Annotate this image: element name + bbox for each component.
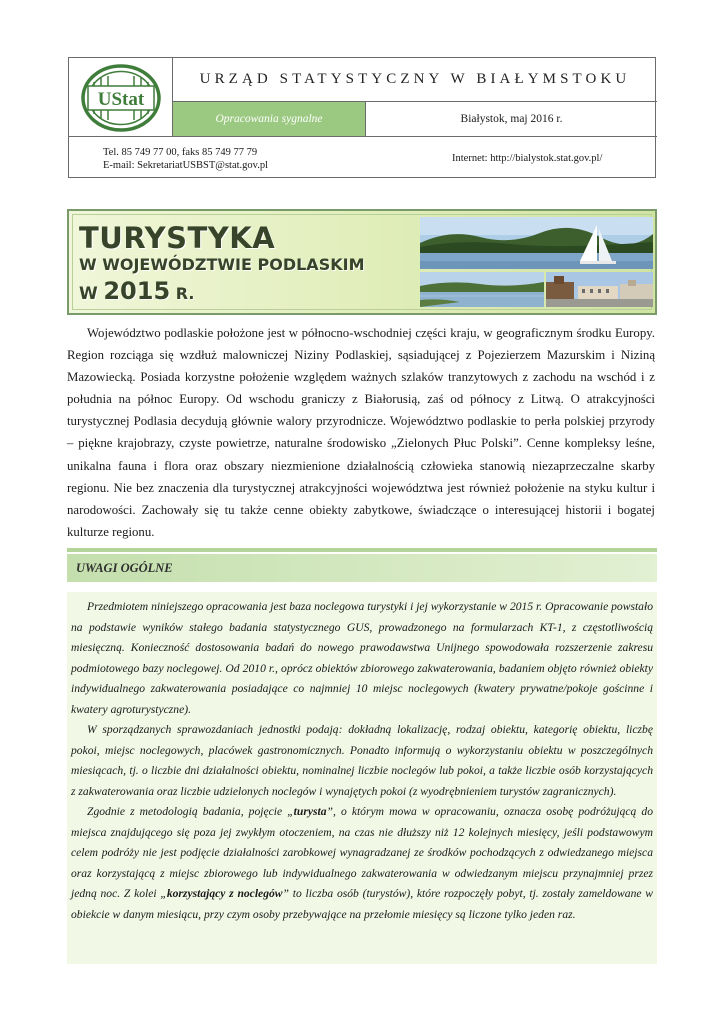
- river-photo: [420, 272, 544, 307]
- notes-paragraph-3: [71, 802, 653, 925]
- banner-year-line: [79, 277, 194, 305]
- p3-text-a: Zgodnie z metodologią badania, pojęcie „: [87, 805, 294, 818]
- publication-date: Białystok, maj 2016 r.: [366, 102, 657, 137]
- series-label: Opracowania sygnalne: [173, 102, 366, 137]
- contact-info: [103, 146, 268, 172]
- section-header: [67, 548, 657, 582]
- svg-text:UStat: UStat: [97, 89, 145, 110]
- lake-sailboat-photo: [420, 217, 653, 269]
- logo-cell: [69, 58, 173, 137]
- p3-text-b: ”, o którym mowa w opracowaniu, oznacza osobę podróżującą do miejsca znajdującego się poza jej zwykłym otoczeniem, na czas nie dłuższy niż 12 kolejnych miesięcy, jeśli podstawowym celem podróży nie jest podjęcie działalności zarobkowej wynagradzanej ze środków pochodzących z odwiedzanego miejsca oraz korzystającą z miejsc zbiorowego lub indywidualnego zakwaterowania w odwiedzanym miejscu przynajmniej przez jedną noc. Z kolei „: [71, 805, 653, 900]
- email-link[interactable]: E-mail: SekretariatUSBST@stat.gov.pl: [103, 160, 269, 171]
- p3-text-c: ” to liczba osób (turystów), które rozpoczęły pobyt, tj. zostały zameldowane w obiekcie w danym miesiącu, przy czym osoby przebywające na przełomie miesięcy są liczone tylko jeden raz.: [71, 887, 653, 921]
- phone-fax: Tel. 85 749 77 00, faks 85 749 77 79: [103, 147, 258, 158]
- town-square-photo: [546, 272, 653, 307]
- section-divider: [67, 548, 657, 552]
- header-box: [68, 57, 656, 178]
- term-korzystajacy: korzystający z noclegów: [166, 887, 283, 900]
- banner-subtitle: W WOJEWÓDZTWIE PODLASKIM: [79, 255, 365, 274]
- banner-title: TURYSTYKA: [79, 221, 276, 255]
- ustat-logo: [81, 64, 161, 132]
- banner-year-suffix: R.: [175, 284, 195, 303]
- title-banner: [67, 209, 657, 315]
- term-turysta: turysta: [293, 805, 327, 818]
- notes-paragraph-2: W sporządzanych sprawozdaniach jednostki podają: dokładną lokalizację, rodzaj obiektu, kategorię obiektu, liczbę pokoi, miejsc noclegowych, placówek gastronomicznych. Ponadto informują o wykorzystaniu obiektu w poszczególnych miesiącach, tj. o liczbie dni działalności obiektu, nominalnej liczbie noclegów lub pokoi, a także liczbie osób korzystających z zakwaterowania oraz liczbie udzielonych noclegów i wynajętych pokoi (z wyodrębnieniem turystów zagranicznych).: [71, 723, 653, 798]
- general-notes: [67, 592, 657, 964]
- banner-year: 2015: [103, 277, 171, 305]
- office-title: URZĄD STATYSTYCZNY W BIAŁYMSTOKU: [173, 58, 657, 102]
- website-link[interactable]: Internet: http://bialystok.stat.gov.pl/: [452, 153, 603, 164]
- intro-paragraph: Województwo podlaskie położone jest w północno-wschodniej części kraju, w geograficznym środku Europy. Region rozciąga się wzdłuż malowniczej Niziny Podlaskiej, sąsiadującej z Pojezierzem Mazurskim i Niziną Mazowiecką. Posiada korzystne położenie względem ważnych szlaków tranzytowych z zachodu na wschód i z południa na północ Europy. Od wschodu graniczy z Białorusią, zaś od północy z Litwą. O atrakcyjności turystycznej Podlasia decydują głównie walory przyrodnicze. Województwo podlaskie to perła polskiej przyrody – piękne krajobrazy, czyste powietrze, naturalne środowisko „Zielonych Płuc Polski”. Cenne kompleksy leśne, unikalna fauna i flora oraz obszary niezmienione działalnością człowieka stanowią niezaprzeczalne skarby regionu. Nie bez znaczenia dla turystycznej atrakcyjności województwa jest również położenie na styku kultur i narodowości. Zachowały się tu także cenne obiekty zabytkowe, świadczące o interesującej historii i bogatej kulturze regionu.: [67, 326, 655, 539]
- banner-year-prefix: W: [79, 284, 98, 304]
- section-title: UWAGI OGÓLNE: [67, 554, 657, 582]
- notes-paragraph-1: Przedmiotem niniejszego opracowania jest baza noclegowa turystyki i jej wykorzystanie w 2015 r. Opracowanie powstało na podstawie wyników stałego badania statystycznego GUS, prowadzonego na formularzach KT-1, z częstotliwością miesięczną. Konieczność dostosowania badań do nowego prawodawstwa Unijnego spowodowała rozszerzenie zakresu podmiotowego bazy noclegowej. Od 2010 r., oprócz obiektów zbiorowego zakwaterowania, badaniem objęto również obiekty indywidualnego zakwaterowania posiadające co najmniej 10 miejsc noclegowych (kwatery prywatne/pokoje gościnne i kwatery agroturystyczne).: [71, 600, 653, 716]
